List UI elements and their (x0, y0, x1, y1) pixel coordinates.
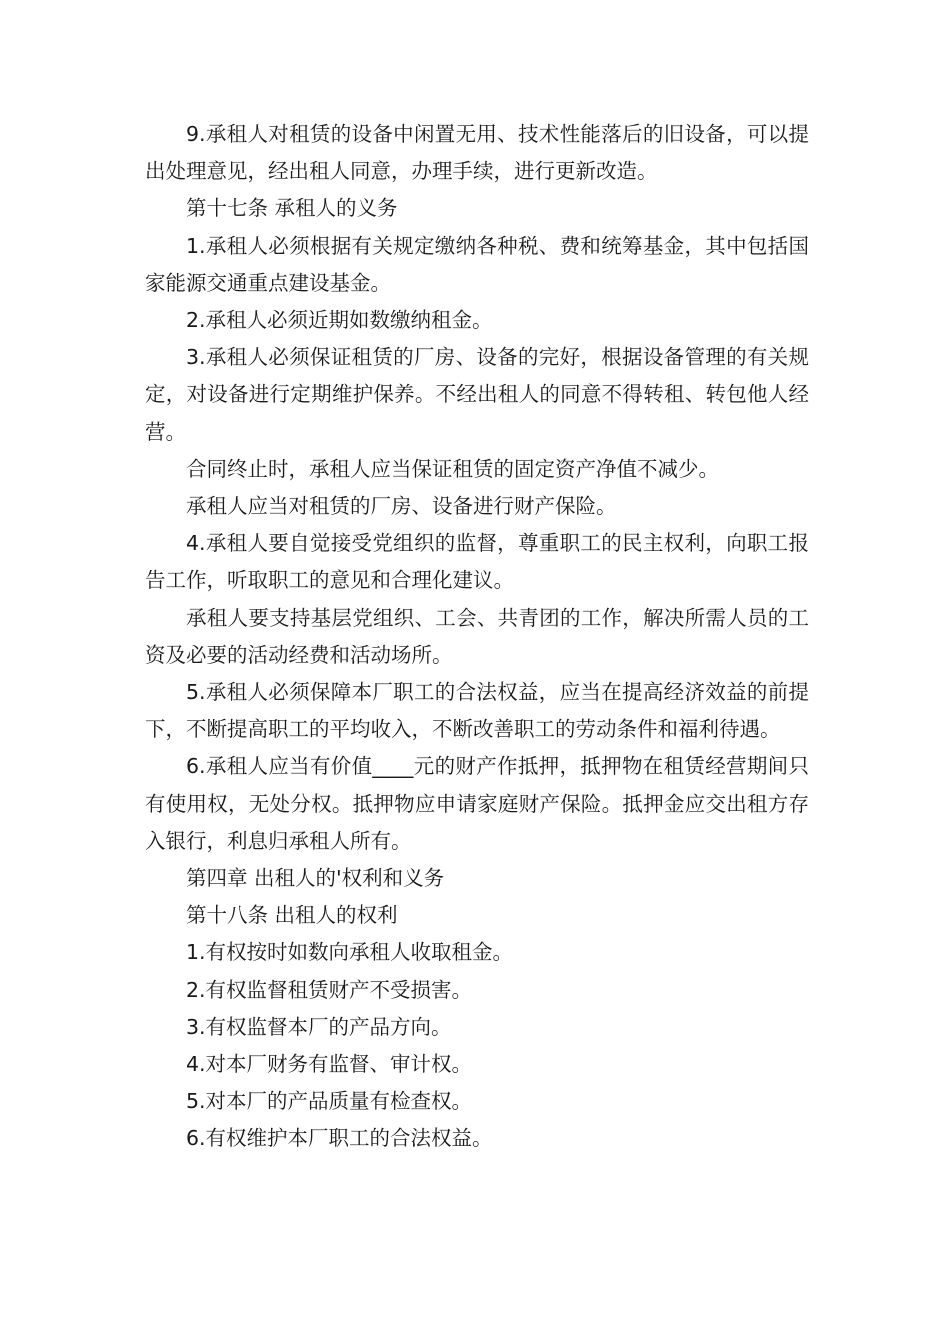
heading-chapter-4: 第四章 出租人的'权利和义务 (186, 866, 445, 891)
paragraph-right-2: 2.有权监督租赁财产不受损害。 (186, 977, 473, 1002)
paragraph-obligation-4: 4.承租人要自觉接受党组织的监督，尊重职工的民主权利，向职工报告工作，听取职工的意见和合理化建议。 (145, 531, 809, 593)
paragraph-clause-9: 9.承租人对租赁的设备中闲置无用、技术性能落后的旧设备，可以提出处理意见，经出租人同意，办理手续，进行更新改造。 (145, 122, 809, 184)
paragraph-property-insurance: 承租人应当对租赁的厂房、设备进行财产保险。 (186, 494, 617, 519)
heading-article-18: 第十八条 出租人的权利 (186, 903, 398, 928)
paragraph-contract-termination: 合同终止时，承租人应当保证租赁的固定资产净值不减少。 (186, 456, 719, 481)
paragraph-right-1: 1.有权按时如数向承租人收取租金。 (186, 940, 514, 965)
paragraph-obligation-3: 3.承租人必须保证租赁的厂房、设备的完好，根据设备管理的有关规定，对设备进行定期维护保养。不经出租人的同意不得转租、转包他人经营。 (145, 345, 809, 444)
paragraph-obligation-6: 6.承租人应当有价值____元的财产作抵押，抵押物在租赁经营期间只有使用权，无处分权。抵押物应申请家庭财产保险。抵押金应交出租方存入银行，利息归承租人所有。 (145, 754, 809, 853)
paragraph-right-5: 5.对本厂的产品质量有检查权。 (186, 1089, 473, 1114)
heading-article-17: 第十七条 承租人的义务 (186, 196, 398, 221)
document-body (145, 116, 809, 1158)
paragraph-obligation-1: 1.承租人必须根据有关规定缴纳各种税、费和统筹基金，其中包括国家能源交通重点建设基金。 (145, 233, 809, 295)
paragraph-right-3: 3.有权监督本厂的产品方向。 (186, 1014, 452, 1039)
paragraph-right-4: 4.对本厂财务有监督、审计权。 (186, 1052, 473, 1077)
paragraph-obligation-5: 5.承租人必须保障本厂职工的合法权益，应当在提高经济效益的前提下，不断提高职工的平均收入，不断改善职工的劳动条件和福利待遇。 (145, 680, 809, 742)
paragraph-right-6: 6.有权维护本厂职工的合法权益。 (186, 1126, 493, 1151)
paragraph-obligation-2: 2.承租人必须近期如数缴纳租金。 (186, 308, 493, 333)
paragraph-support-organizations: 承租人要支持基层党组织、工会、共青团的工作，解决所需人员的工资及必要的活动经费和活动场所。 (145, 605, 809, 667)
